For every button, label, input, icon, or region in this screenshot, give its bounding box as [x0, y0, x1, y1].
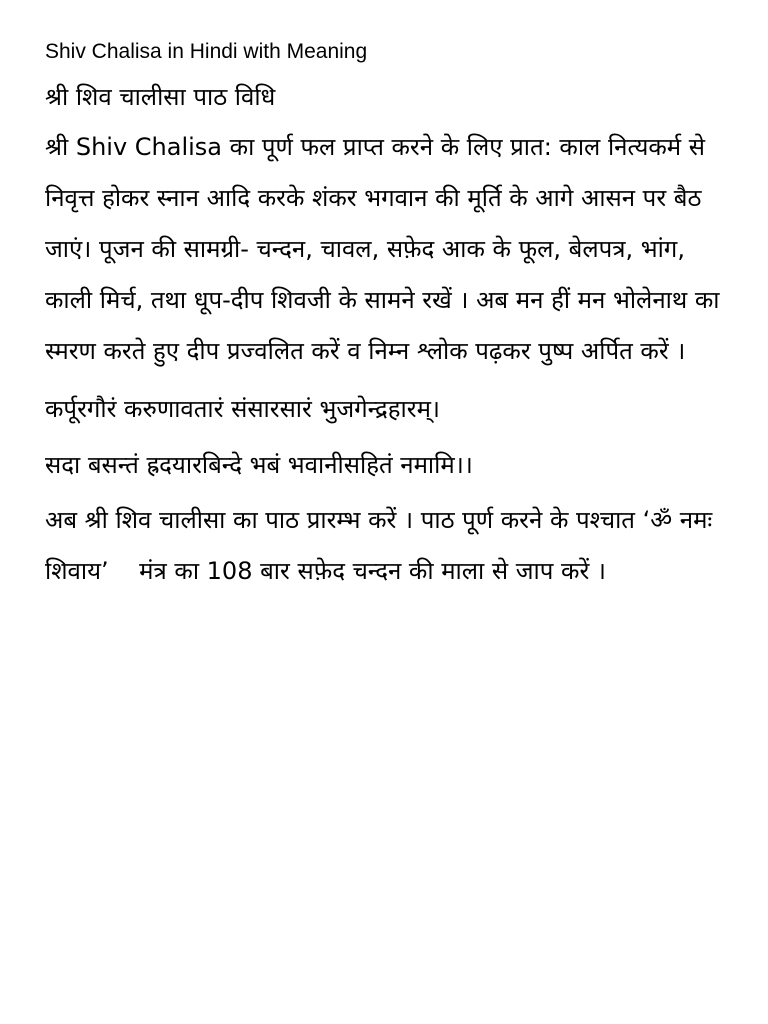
section-heading: श्री शिव चालीसा पाठ विधि	[45, 83, 276, 111]
document-page	[45, 36, 735, 603]
chanting-instructions-paragraph: अब श्री शिव चालीसा का पाठ प्रारम्भ करें । पाठ पूर्ण करने के पश्चात ‘ॐ नमः शिवाय’ मंत्र का 108 बार सफ़ेद चन्दन की माला से जाप करें ।	[45, 506, 720, 585]
document-title: Shiv Chalisa in Hindi with Meaning	[45, 40, 368, 63]
shloka-line-1: कर्पूरगौरं करुणावतारं संसारसारं भुजगेन्द्रहारम्।	[45, 395, 441, 423]
ritual-instructions-paragraph: श्री Shiv Chalisa का पूर्ण फल प्राप्त करने के लिए प्रात: काल नित्यकर्म से निवृत्त होकर स्नान आदि करके शंकर भगवान की मूर्ति के आगे आसन पर बैठ जाएं। पूजन की सामग्री- चन्दन, चावल, सफ़ेद आक के फूल, बेलपत्र, भांग, काली मिर्च, तथा धूप-दीप शिवजी के सामने रखें । अब मन हीं मन भोलेनाथ का स्मरण करते हुए दीप प्रज्वलित करें व निम्न श्लोक पढ़कर पुष्प अर्पित करें ।	[45, 133, 720, 365]
shloka-line-2: सदा बसन्तं ह्रदयारबिन्दे भबं भवानीसहितं नमामि।।	[45, 451, 473, 479]
